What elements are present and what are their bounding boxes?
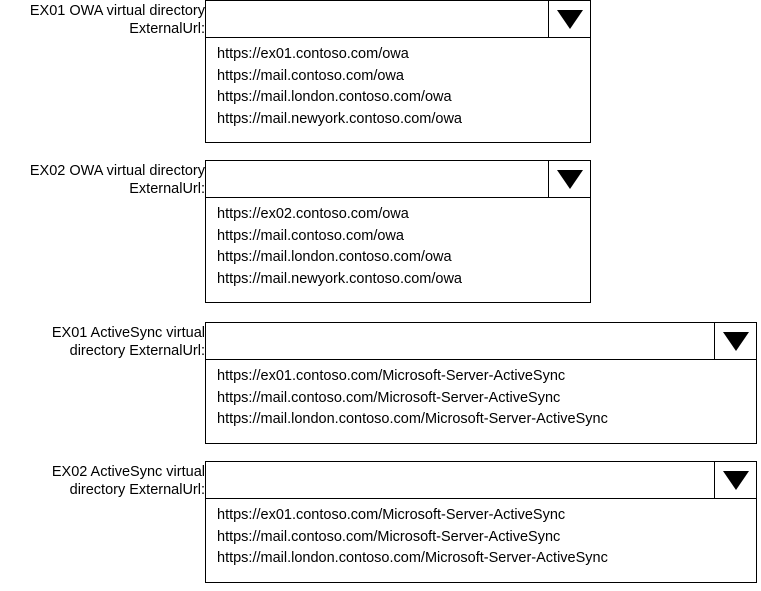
label-ex01-activesync-externalurl: EX01 ActiveSync virtual directory ExternalUrl:	[51, 325, 205, 359]
dropdown-ex02-owa	[205, 160, 591, 303]
dropdown-ex01-owa-value[interactable]	[206, 1, 548, 37]
list-item[interactable]: https://mail.newyork.contoso.com/owa	[217, 270, 462, 287]
list-item[interactable]: https://mail.contoso.com/owa	[217, 67, 404, 84]
list-item[interactable]: https://mail.london.contoso.com/owa	[217, 89, 452, 105]
dropdown-ex02-owa-combo[interactable]	[205, 160, 591, 198]
dropdown-ex01-activesync-options	[205, 360, 757, 444]
list-item[interactable]: https://ex01.contoso.com/owa	[217, 46, 409, 62]
dropdown-ex01-activesync-combo[interactable]	[205, 322, 757, 360]
chevron-down-icon[interactable]	[714, 323, 756, 359]
dropdown-ex01-activesync	[205, 322, 757, 444]
label-ex02-owa-externalurl: EX02 OWA virtual directory ExternalUrl:	[29, 163, 205, 197]
dropdown-ex02-activesync-combo[interactable]	[205, 461, 757, 499]
chevron-down-icon[interactable]	[714, 462, 756, 498]
list-item[interactable]: https://ex01.contoso.com/Microsoft-Server-ActiveSync	[217, 507, 566, 523]
chevron-down-icon[interactable]	[548, 161, 590, 197]
dropdown-ex02-activesync-value[interactable]	[206, 462, 714, 498]
list-item[interactable]: https://ex01.contoso.com/Microsoft-Server-ActiveSync	[217, 368, 566, 384]
list-item[interactable]: https://ex02.contoso.com/owa	[217, 206, 409, 222]
list-item[interactable]: https://mail.contoso.com/owa	[217, 227, 404, 244]
dropdown-ex02-owa-options	[205, 198, 591, 303]
list-item[interactable]: https://mail.contoso.com/Microsoft-Server-ActiveSync	[217, 389, 561, 406]
form-group-ex01-owa	[0, 0, 591, 143]
dropdown-ex02-activesync-options	[205, 499, 757, 583]
dropdown-ex01-owa	[205, 0, 591, 143]
list-item[interactable]: https://mail.newyork.contoso.com/owa	[217, 110, 462, 127]
label-ex02-activesync-externalurl: EX02 ActiveSync virtual directory ExternalUrl:	[51, 464, 205, 498]
dropdown-ex02-activesync	[205, 461, 757, 583]
list-item[interactable]: https://mail.london.contoso.com/owa	[217, 249, 452, 265]
label-ex01-owa-externalurl: EX01 OWA virtual directory ExternalUrl:	[29, 3, 205, 37]
form-group-ex01-activesync	[0, 322, 757, 444]
form-group-ex02-activesync	[0, 461, 757, 583]
list-item[interactable]: https://mail.london.contoso.com/Microsoft-Server-ActiveSync	[217, 411, 608, 427]
dropdown-ex01-activesync-value[interactable]	[206, 323, 714, 359]
dropdown-ex01-owa-combo[interactable]	[205, 0, 591, 38]
form-group-ex02-owa	[0, 160, 591, 303]
dropdown-ex02-owa-value[interactable]	[206, 161, 548, 197]
dropdown-ex01-owa-options	[205, 38, 591, 143]
chevron-down-icon[interactable]	[548, 1, 590, 37]
list-item[interactable]: https://mail.london.contoso.com/Microsoft-Server-ActiveSync	[217, 550, 608, 566]
list-item[interactable]: https://mail.contoso.com/Microsoft-Server-ActiveSync	[217, 528, 561, 545]
